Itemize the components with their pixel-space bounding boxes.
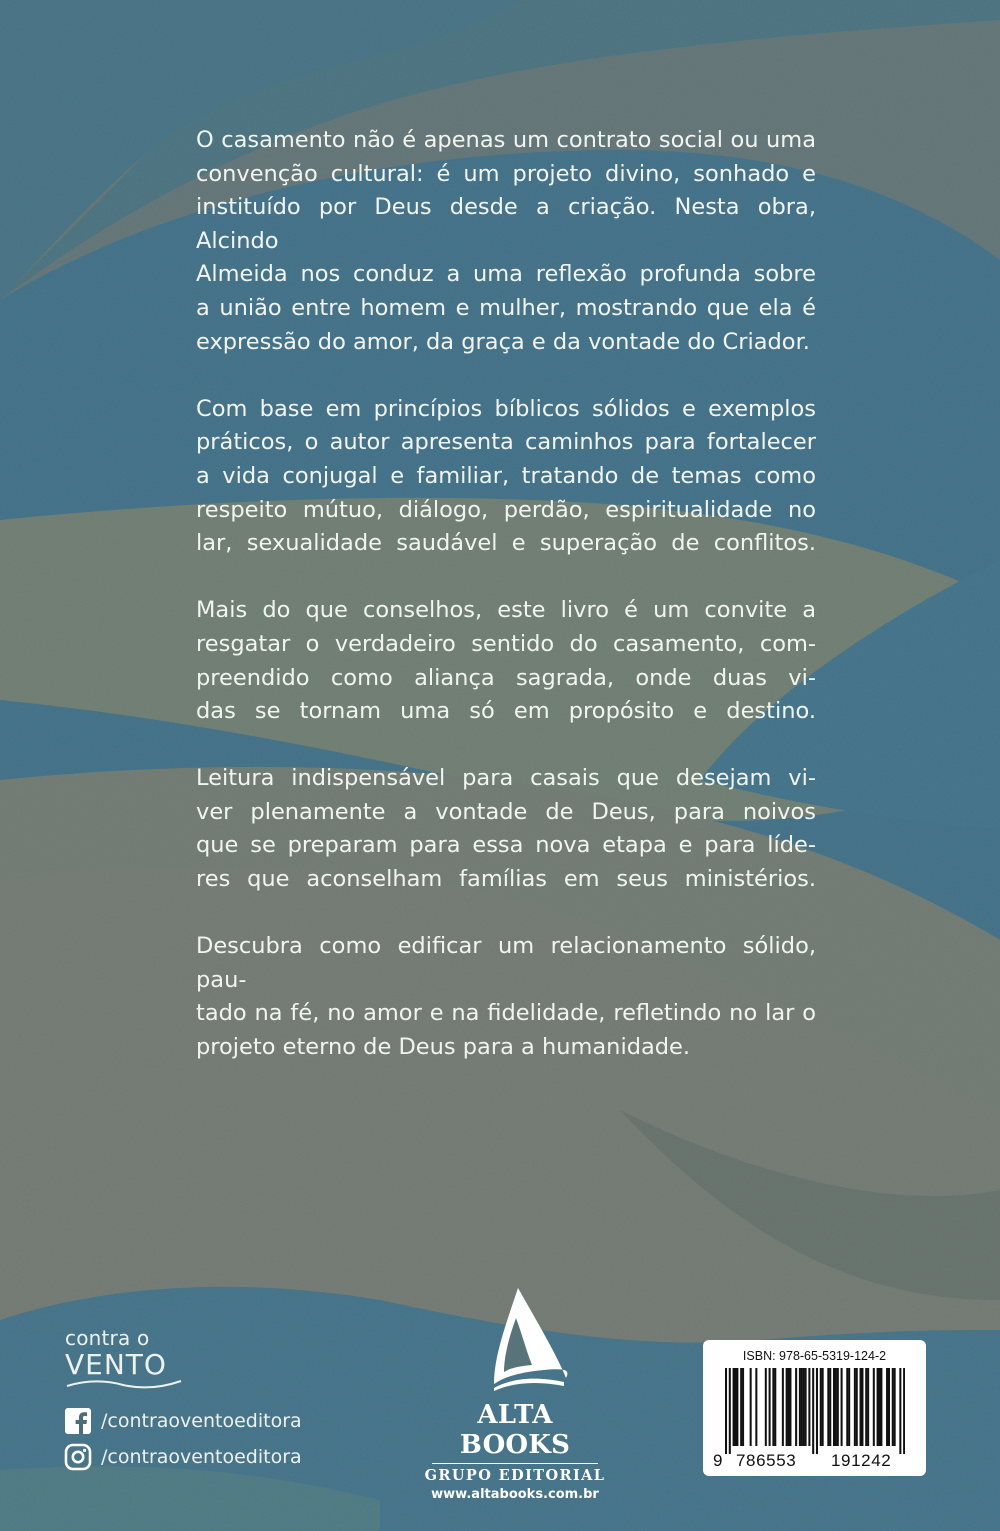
text-line: preendido como aliança sagrada, onde duas vi-: [196, 664, 816, 691]
barcode-bar: [899, 1368, 901, 1454]
barcode-bar: [736, 1368, 738, 1446]
barcode-bar: [765, 1368, 767, 1446]
barcode-bar: [873, 1368, 875, 1446]
text-line: res que aconselham famílias em seus ministérios.: [196, 866, 816, 893]
barcode-bar: [860, 1368, 862, 1446]
text-line: Descubra como edificar um relacionamento sólido, pau-: [196, 933, 816, 993]
barcode-bar: [886, 1368, 888, 1446]
text-line: Mais do que conselhos, este livro é um convite a: [196, 597, 816, 624]
barcode-bar: [740, 1368, 742, 1446]
barcode-bar: [812, 1368, 814, 1454]
instagram-icon: [64, 1443, 92, 1471]
barcode-bar: [782, 1368, 784, 1446]
barcode-bar: [820, 1368, 822, 1446]
publisher-subtitle: GRUPO EDITORIAL: [424, 1467, 606, 1484]
barcode-bar: [865, 1368, 867, 1446]
barcode-bar: [848, 1368, 850, 1446]
paragraph-2: [196, 393, 816, 561]
text-line: ver plenamente a vontade de Deus, para noivos: [196, 798, 816, 825]
barcode-bar: [733, 1368, 735, 1446]
publisher-divider: [432, 1463, 598, 1464]
barcode-bar: [801, 1368, 803, 1446]
barcode-bar: [846, 1368, 848, 1446]
description-text: [196, 124, 816, 1098]
barcode-bar: [772, 1368, 774, 1446]
barcode-bar: [877, 1368, 879, 1446]
barcode-bar: [788, 1368, 790, 1446]
imprint-logo-line1: contra o: [65, 1326, 150, 1350]
barcode-bar: [833, 1368, 835, 1446]
barcode-bar: [795, 1368, 797, 1446]
barcode-bar: [835, 1368, 837, 1446]
facebook-link[interactable]: [64, 1407, 302, 1435]
barcode-bar: [725, 1368, 727, 1454]
barcode-bar: [892, 1368, 894, 1446]
barcode-bar: [837, 1368, 839, 1446]
text-line: Com base em princípios bíblicos sólidos e exemplos: [196, 395, 816, 422]
sail-icon: [460, 1288, 570, 1392]
barcode-bar: [888, 1368, 890, 1446]
barcode-bar: [854, 1368, 856, 1446]
isbn-left-digits: 786553: [736, 1451, 797, 1470]
barcode-bar: [734, 1368, 736, 1446]
text-line: instituído por Deus desde a criação. Nesta obra, Alcindo: [196, 194, 816, 254]
text-line: O casamento não é apenas um contrato social ou uma: [196, 127, 816, 153]
barcode-bar: [861, 1368, 863, 1446]
barcode-bar: [789, 1368, 791, 1446]
text-line: tado na fé, no amor e na fidelidade, refletindo no lar o: [196, 1000, 816, 1027]
text-line: a vida conjugal e familiar, tratando de temas como: [196, 462, 816, 489]
barcode-bar: [816, 1368, 818, 1454]
isbn-barcode-box: [703, 1340, 926, 1476]
barcode-bar: [799, 1368, 801, 1446]
isbn-right-digits: 191242: [831, 1451, 892, 1470]
text-line: a união entre homem e mulher, mostrando que ela é: [196, 294, 816, 321]
text-line: convenção cultural: é um projeto divino, sonhado e: [196, 160, 816, 187]
facebook-handle: /contraoventoeditora: [101, 1410, 302, 1432]
barcode-bar: [827, 1368, 829, 1446]
barcode-bar: [822, 1368, 824, 1446]
barcode-bar: [856, 1368, 858, 1446]
barcode-icon: [725, 1368, 905, 1454]
publisher-logo: [420, 1288, 610, 1502]
paragraph-3: [196, 594, 816, 728]
imprint-logo: [65, 1326, 167, 1381]
barcode-bar: [829, 1368, 831, 1446]
barcode-bar: [841, 1368, 843, 1446]
barcode-bar: [729, 1368, 731, 1454]
barcode-bar: [774, 1368, 776, 1446]
text-line: das se tornam uma só em propósito e destino.: [196, 698, 816, 725]
isbn-first-digit: 9: [713, 1451, 724, 1470]
publisher-url[interactable]: www.altabooks.com.br: [431, 1487, 599, 1502]
barcode-bar: [803, 1368, 805, 1446]
barcode-bar: [867, 1368, 869, 1446]
text-line: projeto eterno de Deus para a humanidade.: [196, 1034, 691, 1061]
facebook-icon: [64, 1407, 92, 1435]
text-line: resgatar o verdadeiro sentido do casamento, com-: [196, 630, 816, 657]
barcode-bar: [750, 1368, 752, 1446]
text-line: respeito mútuo, diálogo, perdão, espiritualidade no: [196, 496, 816, 523]
text-line: Almeida nos conduz a uma reflexão profunda sobre: [196, 261, 816, 288]
imprint-logo-line2: VENTO: [65, 1348, 167, 1381]
barcode-bar: [880, 1368, 882, 1446]
barcode-bar: [903, 1368, 905, 1454]
text-line: práticos, o autor apresenta caminhos para fortalecer: [196, 429, 816, 456]
barcode-bar: [894, 1368, 896, 1446]
paragraph-4: [196, 762, 816, 896]
barcode-bar: [805, 1368, 807, 1446]
isbn-label: ISBN: 978-65-5319-124-2: [742, 1349, 887, 1363]
instagram-link[interactable]: [64, 1443, 302, 1471]
paragraph-5: [196, 930, 816, 1064]
text-line: que se preparam para essa nova etapa e para líde-: [196, 832, 816, 859]
text-line: lar, sexualidade saudável e superação de conflitos.: [196, 530, 816, 557]
barcode-bar: [786, 1368, 788, 1446]
paragraph-1: [196, 124, 816, 359]
publisher-name: ALTA BOOKS: [459, 1400, 571, 1460]
instagram-handle: /contraoventoeditora: [101, 1446, 302, 1468]
barcode-bar: [808, 1368, 810, 1446]
barcode-bar: [769, 1368, 771, 1446]
text-line: expressão do amor, da graça e da vontade do Criador.: [196, 328, 810, 355]
barcode-bar: [878, 1368, 880, 1446]
barcode-bar: [755, 1368, 757, 1446]
wave-swash-icon: [65, 1378, 183, 1390]
text-line: Leitura indispensável para casais que desejam vi-: [196, 765, 816, 792]
barcode-bar: [742, 1368, 744, 1446]
